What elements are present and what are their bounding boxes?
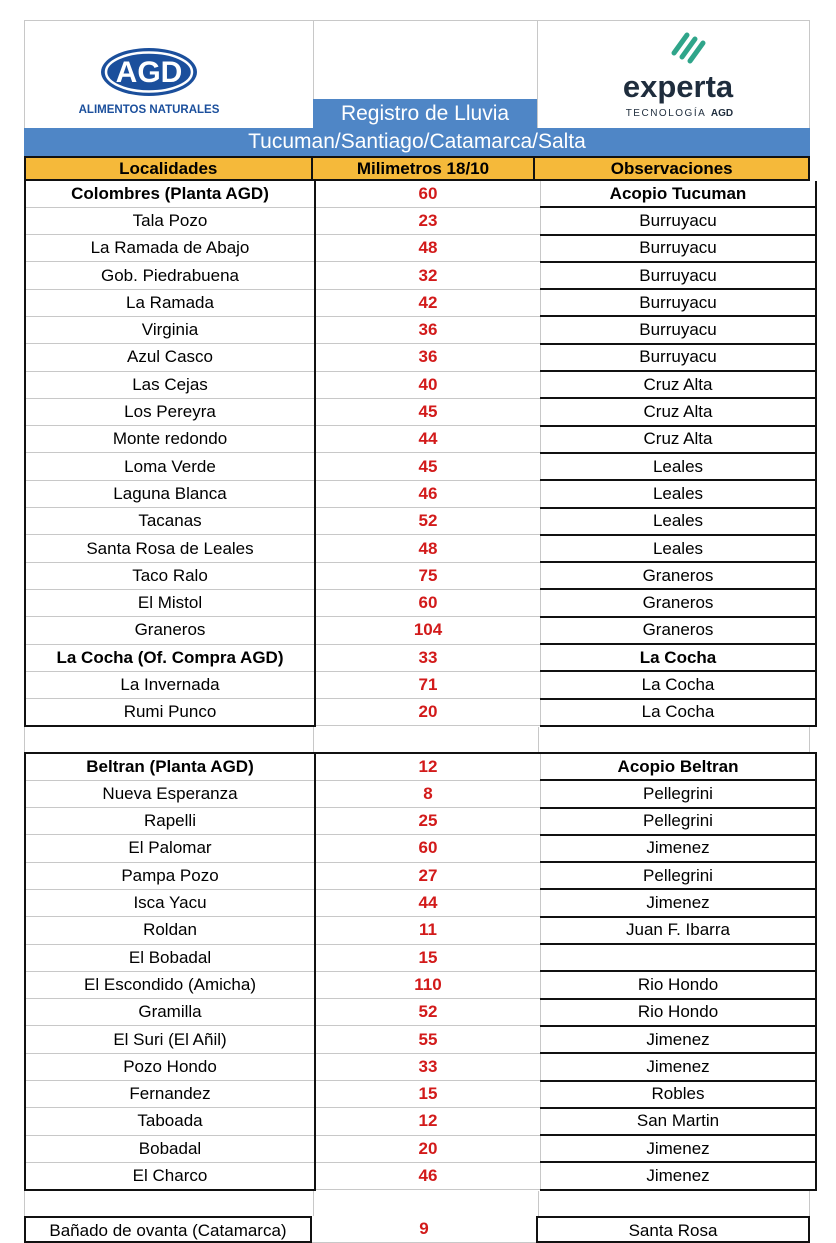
row-milimetros: 110 <box>315 971 541 998</box>
table-row <box>25 835 816 862</box>
row-localidad: Taboada <box>25 1108 315 1135</box>
row-milimetros: 15 <box>315 1081 541 1108</box>
row-localidad: Colombres (Planta AGD) <box>25 181 315 207</box>
table-row <box>25 235 816 262</box>
row-localidad: El Bobadal <box>25 944 315 971</box>
agd-logo-cell <box>25 21 314 128</box>
row-milimetros: 71 <box>315 671 541 698</box>
row-observacion: Leales <box>541 535 817 562</box>
row-localidad: La Ramada de Abajo <box>25 235 315 262</box>
row-observacion: Leales <box>541 508 817 535</box>
row-observacion: Cruz Alta <box>541 398 817 425</box>
table-row <box>25 644 816 671</box>
table-row <box>25 480 816 507</box>
col-observaciones: Observaciones <box>610 159 733 178</box>
row-milimetros: 55 <box>315 1026 541 1053</box>
row-observacion: Cruz Alta <box>541 371 817 398</box>
row-milimetros: 52 <box>315 508 541 535</box>
section-spacer <box>24 1191 810 1216</box>
row-observacion: Rio Hondo <box>541 971 817 998</box>
row-localidad: Monte redondo <box>25 426 315 453</box>
row-observacion: Burruyacu <box>541 344 817 371</box>
table-row <box>25 1026 816 1053</box>
section-spacer <box>24 727 810 752</box>
row-observacion: Jimenez <box>541 835 817 862</box>
row-observacion: Burruyacu <box>541 262 817 289</box>
row-localidad: Azul Casco <box>25 344 315 371</box>
row-localidad: Gramilla <box>25 999 315 1026</box>
table-row <box>25 562 816 589</box>
row-observacion: Burruyacu <box>541 235 817 262</box>
table-row <box>25 371 816 398</box>
report-header <box>24 20 810 128</box>
row-observacion: Rio Hondo <box>541 999 817 1026</box>
agd-tagline: ALIMENTOS NATURALES <box>78 104 220 116</box>
row-observacion: La Cocha <box>541 699 817 726</box>
table-row <box>25 316 816 343</box>
row-milimetros: 45 <box>315 453 541 480</box>
row-localidad: Las Cejas <box>25 371 315 398</box>
row-observacion: Santa Rosa <box>536 1216 810 1243</box>
table-row <box>25 508 816 535</box>
table-row <box>25 453 816 480</box>
row-milimetros: 27 <box>315 862 541 889</box>
row-observacion: La Cocha <box>541 644 817 671</box>
row-observacion: Acopio Beltran <box>541 753 817 780</box>
row-localidad: Rumi Punco <box>25 699 315 726</box>
row-localidad: Virginia <box>25 316 315 343</box>
table-row <box>25 589 816 616</box>
row-milimetros: 60 <box>315 835 541 862</box>
row-observacion <box>541 944 817 971</box>
experta-tagline: TECNOLOGÍA <box>625 108 707 119</box>
row-milimetros: 25 <box>315 808 541 835</box>
row-localidad: Pozo Hondo <box>25 1053 315 1080</box>
row-localidad: Los Pereyra <box>25 398 315 425</box>
row-milimetros: 44 <box>315 889 541 916</box>
table-row <box>25 862 816 889</box>
table-row <box>25 889 816 916</box>
row-localidad: Tacanas <box>25 508 315 535</box>
row-localidad: El Palomar <box>25 835 315 862</box>
row-localidad: Roldan <box>25 917 315 944</box>
row-milimetros: 36 <box>315 316 541 343</box>
table-row <box>25 1108 816 1135</box>
row-localidad: Gob. Piedrabuena <box>25 262 315 289</box>
row-localidad: El Suri (El Añil) <box>25 1026 315 1053</box>
table-row <box>25 780 816 807</box>
row-milimetros: 12 <box>315 1108 541 1135</box>
row-milimetros: 75 <box>315 562 541 589</box>
catamarca-row <box>24 1216 810 1243</box>
rain-report-sheet <box>24 20 810 1243</box>
experta-logo <box>537 21 811 128</box>
row-localidad: La Cocha (Of. Compra AGD) <box>25 644 315 671</box>
table-row <box>25 1162 816 1189</box>
row-observacion: San Martin <box>541 1108 817 1135</box>
table-row <box>25 289 816 316</box>
row-milimetros: 42 <box>315 289 541 316</box>
table-row <box>25 426 816 453</box>
table-row <box>25 262 816 289</box>
row-localidad: La Invernada <box>25 671 315 698</box>
row-observacion: Jimenez <box>541 1135 817 1162</box>
row-milimetros: 20 <box>315 699 541 726</box>
row-observacion: Jimenez <box>541 1053 817 1080</box>
row-milimetros: 60 <box>315 181 541 207</box>
row-observacion: Cruz Alta <box>541 426 817 453</box>
row-localidad: Pampa Pozo <box>25 862 315 889</box>
row-observacion: Graneros <box>541 562 817 589</box>
agd-logo-text: AGD <box>115 56 183 89</box>
experta-mark-icon <box>674 35 703 61</box>
table-row <box>25 181 816 207</box>
row-milimetros: 15 <box>315 944 541 971</box>
report-title: Registro de Lluvia <box>313 99 537 128</box>
row-observacion: Burruyacu <box>541 316 817 343</box>
row-observacion: Pellegrini <box>541 862 817 889</box>
santiago-table <box>24 752 817 1191</box>
row-observacion: Burruyacu <box>541 289 817 316</box>
row-milimetros: 32 <box>315 262 541 289</box>
table-row <box>25 699 816 726</box>
experta-tagline-brand: AGD <box>710 108 734 119</box>
table-row <box>25 344 816 371</box>
row-milimetros: 11 <box>315 917 541 944</box>
title-cell <box>313 21 538 128</box>
row-localidad: Graneros <box>25 617 315 644</box>
table-row <box>25 617 816 644</box>
row-observacion: Graneros <box>541 617 817 644</box>
row-observacion: La Cocha <box>541 671 817 698</box>
region-banner: Tucuman/Santiago/Catamarca/Salta <box>24 128 810 156</box>
row-localidad: Tala Pozo <box>25 207 315 234</box>
row-observacion: Jimenez <box>541 889 817 916</box>
row-localidad: Loma Verde <box>25 453 315 480</box>
row-milimetros: 52 <box>315 999 541 1026</box>
agd-logo <box>25 21 313 128</box>
table-row <box>25 1135 816 1162</box>
row-localidad: Beltran (Planta AGD) <box>25 753 315 780</box>
column-headers <box>24 156 810 181</box>
row-milimetros: 36 <box>315 344 541 371</box>
table-row <box>25 207 816 234</box>
row-milimetros: 20 <box>315 1135 541 1162</box>
row-localidad: Bañado de ovanta (Catamarca) <box>24 1216 312 1243</box>
row-milimetros: 9 <box>312 1216 536 1243</box>
table-row <box>25 999 816 1026</box>
row-observacion: Jimenez <box>541 1026 817 1053</box>
row-observacion: Acopio Tucuman <box>541 181 817 207</box>
row-observacion: Robles <box>541 1081 817 1108</box>
row-localidad: Laguna Blanca <box>25 480 315 507</box>
row-milimetros: 46 <box>315 480 541 507</box>
row-milimetros: 23 <box>315 207 541 234</box>
row-localidad: Fernandez <box>25 1081 315 1108</box>
row-localidad: Isca Yacu <box>25 889 315 916</box>
row-milimetros: 40 <box>315 371 541 398</box>
row-observacion: Jimenez <box>541 1162 817 1189</box>
table-row <box>25 944 816 971</box>
row-localidad: El Mistol <box>25 589 315 616</box>
row-milimetros: 45 <box>315 398 541 425</box>
row-localidad: El Escondido (Amicha) <box>25 971 315 998</box>
row-localidad: La Ramada <box>25 289 315 316</box>
row-localidad: El Charco <box>25 1162 315 1189</box>
row-localidad: Taco Ralo <box>25 562 315 589</box>
row-milimetros: 12 <box>315 753 541 780</box>
table-row <box>25 917 816 944</box>
row-observacion: Pellegrini <box>541 780 817 807</box>
tucuman-table <box>24 181 817 727</box>
experta-logo-cell <box>537 21 811 128</box>
row-milimetros: 8 <box>315 780 541 807</box>
table-row <box>25 671 816 698</box>
row-observacion: Juan F. Ibarra <box>541 917 817 944</box>
experta-wordmark: experta <box>622 69 734 104</box>
row-localidad: Santa Rosa de Leales <box>25 535 315 562</box>
row-localidad: Bobadal <box>25 1135 315 1162</box>
row-observacion: Burruyacu <box>541 207 817 234</box>
row-observacion: Leales <box>541 453 817 480</box>
row-milimetros: 48 <box>315 535 541 562</box>
table-row <box>25 398 816 425</box>
row-observacion: Leales <box>541 480 817 507</box>
row-milimetros: 60 <box>315 589 541 616</box>
row-milimetros: 46 <box>315 1162 541 1189</box>
row-observacion: Graneros <box>541 589 817 616</box>
row-milimetros: 33 <box>315 644 541 671</box>
table-row <box>25 1053 816 1080</box>
row-milimetros: 48 <box>315 235 541 262</box>
table-row <box>25 1081 816 1108</box>
row-localidad: Rapelli <box>25 808 315 835</box>
table-row <box>25 971 816 998</box>
row-localidad: Nueva Esperanza <box>25 780 315 807</box>
row-milimetros: 44 <box>315 426 541 453</box>
row-milimetros: 104 <box>315 617 541 644</box>
row-milimetros: 33 <box>315 1053 541 1080</box>
row-observacion: Pellegrini <box>541 808 817 835</box>
col-milimetros: Milimetros 18/10 <box>313 158 536 179</box>
col-localidades: Localidades <box>26 158 313 179</box>
table-row <box>25 753 816 780</box>
table-row <box>25 808 816 835</box>
table-row <box>25 535 816 562</box>
